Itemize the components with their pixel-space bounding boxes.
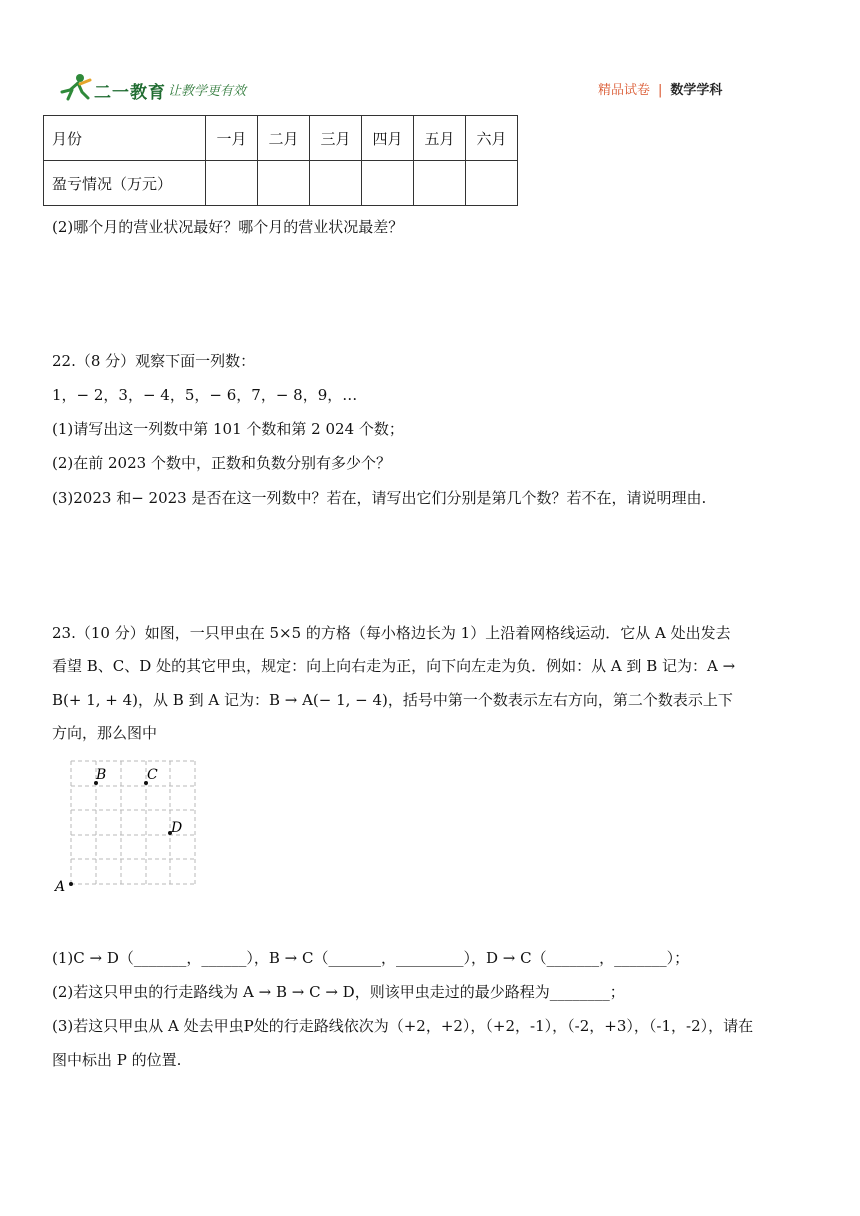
table-row-label: 盈亏情况（万元） [44,161,206,206]
logo-slogan: 让教学更有效 [168,84,247,99]
q23-part3-line1: (3)若这只甲虫从 A 处去甲虫P处的行走路线依次为（+2，+2），（+2，-1），（-2，+3），（-1，-2），请在 [52,1017,754,1035]
brand-label: 精品试卷 [598,83,651,98]
month-cell: 二月 [258,116,310,161]
empty-cell[interactable] [258,161,310,206]
runner-logo-icon [58,72,94,102]
header-right [598,79,722,98]
table-row [44,161,518,206]
empty-cell[interactable] [206,161,258,206]
header-separator: | [658,83,663,98]
label-b: B [96,767,107,783]
q23-part1: (1)C → D（_______，______），B → C（_______，_________），D → C（_______，_______）； [52,949,690,967]
month-cell: 三月 [310,116,362,161]
month-cell: 六月 [466,116,518,161]
empty-cell[interactable] [466,161,518,206]
q22-title: 22.（8 分）观察下面一列数： [52,352,256,370]
table-row [44,116,518,161]
profit-loss-table [43,115,518,206]
month-cell: 五月 [414,116,466,161]
label-a: A [55,879,66,895]
q23-line4: 方向，那么图中 [52,724,158,742]
empty-cell[interactable] [414,161,466,206]
q22-part1: (1)请写出这一列数中第 101 个数和第 2 024 个数； [52,420,404,438]
q23-line3: B(+ 1, + 4)，从 B 到 A 记为：B → A(− 1, − 4)，括号中第一个数表示左右方向，第二个数表示上下 [52,691,733,709]
q23-part2: (2)若这只甲虫的行走路线为 A → B → C → D，则该甲虫走过的最少路程为________； [52,983,625,1001]
q23-part3-line2: 图中标出 P 的位置. [52,1051,182,1069]
header-logo [58,72,278,104]
empty-cell[interactable] [310,161,362,206]
q23-line2: 看望 B、C、D 处的其它甲虫，规定：向上向右走为正，向下向左走为负．例如：从 A 到 B 记为：A → [52,657,736,675]
grid-figure [52,756,202,896]
q22-sequence: 1，− 2，3，− 4，5，− 6，7，− 8，9，… [52,386,358,404]
table-header-label: 月份 [44,116,206,161]
logo-text: 二一教育 [94,83,166,103]
q22-part3: (3)2023 和− 2023 是否在这一列数中？若在，请写出它们分别是第几个数？若不在，请说明理由. [52,489,707,507]
q22-part2: (2)在前 2023 个数中，正数和负数分别有多少个？ [52,454,391,472]
label-d: D [171,820,183,836]
subject-label: 数学学科 [670,83,723,98]
month-cell: 一月 [206,116,258,161]
point-a [69,882,73,886]
month-cell: 四月 [362,116,414,161]
grid-svg [52,756,202,896]
q21-part2: (2)哪个月的营业状况最好？哪个月的营业状况最差？ [52,218,404,236]
empty-cell[interactable] [362,161,414,206]
q23-line1: 23.（10 分）如图，一只甲虫在 5×5 的方格（每小格边长为 1）上沿着网格线运动．它从 A 处出发去 [52,624,731,642]
label-c: C [147,767,158,783]
